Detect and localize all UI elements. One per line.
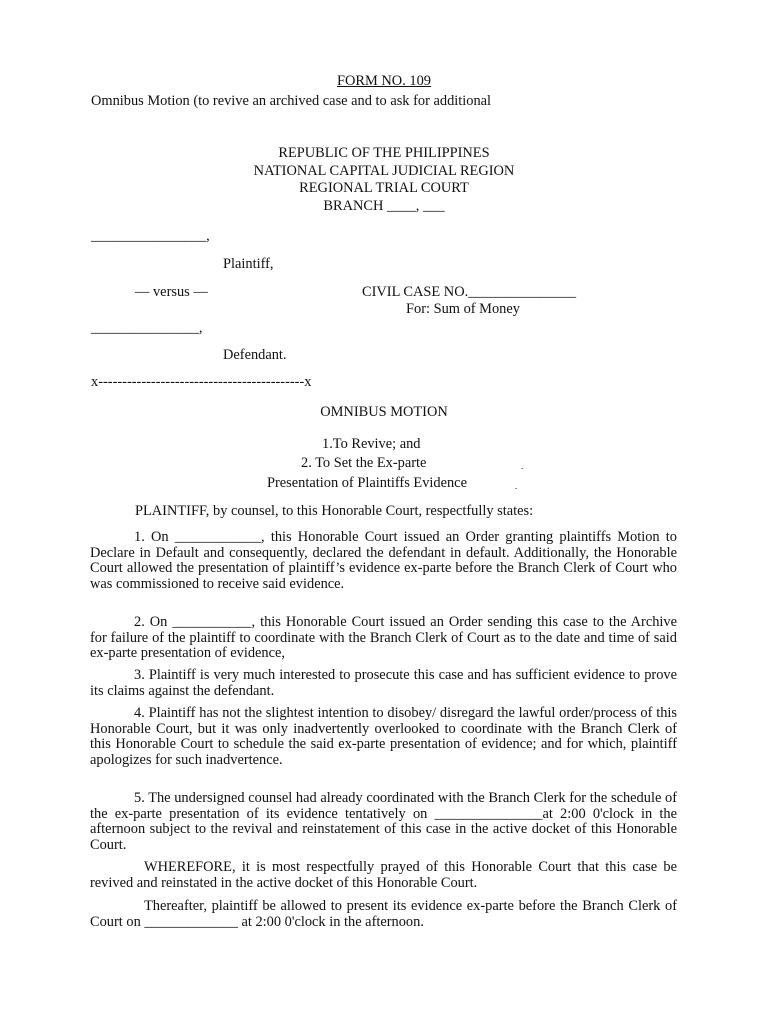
motion-item-1: 1.To Revive; and	[322, 436, 421, 452]
paragraph-1: 1. On ____________, this Honorable Court issued an Order granting plaintiffs Motion to Declare in Default and consequently, declared the defendant in default. Additionally, the Honorable Court allowed the presentation of plaintiff’s evidence ex-parte before the Branch Clerk of Court who was commissioned to receive said evidence.	[90, 529, 677, 592]
paragraph-4: 4. Plaintiff has not the slightest intention to disobey/ disregard the lawful order/process of this Honorable Court, but it was only inadvertently overlooked to coordinate with the Branch Clerk of this Honorable Court to schedule the said ex-parte presentation of evidence; and for which, plaintiff apologizes for such inadvertence.	[90, 705, 677, 768]
defendant-name-blank: _______________,	[91, 320, 203, 336]
tick-mark: .	[521, 461, 524, 471]
form-description: Omnibus Motion (to revive an archived case and to ask for additional	[91, 93, 492, 109]
case-nature: For: Sum of Money	[406, 301, 520, 317]
civil-case-number: CIVIL CASE NO._______________	[362, 284, 577, 300]
paragraph-2: 2. On ___________, this Honorable Court issued an Order sending this case to the Archive for failure of the plaintiff to coordinate with the Branch Clerk of Court as to the date and time of said ex-parte presentation of evidence,	[90, 614, 677, 661]
region-heading: NATIONAL CAPITAL JUDICIAL REGION	[253, 163, 515, 179]
thereafter-clause: Thereafter, plaintiff be allowed to present its evidence ex-parte before the Branch Clerk of Court on _____________ at 2:00 0'clock in the afternoon.	[90, 898, 677, 930]
plaintiff-name-blank: ________________,	[91, 228, 210, 244]
court-heading: REGIONAL TRIAL COURT	[299, 180, 469, 196]
motion-item-2: 2. To Set the Ex-parte	[301, 455, 427, 471]
motion-title: OMNIBUS MOTION	[320, 404, 448, 420]
defendant-label: Defendant.	[223, 347, 287, 363]
motion-item-3: Presentation of Plaintiffs Evidence	[267, 475, 467, 491]
plaintiff-label: Plaintiff,	[223, 256, 274, 272]
form-number: FORM NO. 109	[337, 73, 431, 89]
branch-heading: BRANCH ____, ___	[323, 198, 445, 214]
paragraph-3: 3. Plaintiff is very much interested to prosecute this case and has sufficient evidence to prove its claims against the defendant.	[90, 667, 677, 699]
paragraph-5: 5. The undersigned counsel had already coordinated with the Branch Clerk for the schedule of the ex-parte presentation of its evidence tentatively on _______________at 2:00 0'clock in the afternoon subject to the revival and reinstatement of this case in the active docket of this Honorable Court.	[90, 790, 677, 853]
caption-separator: x-------------------------------------------x	[91, 374, 312, 390]
intro-statement: PLAINTIFF, by counsel, to this Honorable Court, respectfully states:	[135, 503, 534, 519]
republic-heading: REPUBLIC OF THE PHILIPPINES	[278, 145, 490, 161]
tick-mark: .	[515, 481, 518, 491]
wherefore-clause: WHEREFORE, it is most respectfully prayed of this Honorable Court that this case be revived and reinstated in the active docket of this Honorable Court.	[90, 859, 677, 891]
versus-label: — versus —	[135, 284, 208, 300]
